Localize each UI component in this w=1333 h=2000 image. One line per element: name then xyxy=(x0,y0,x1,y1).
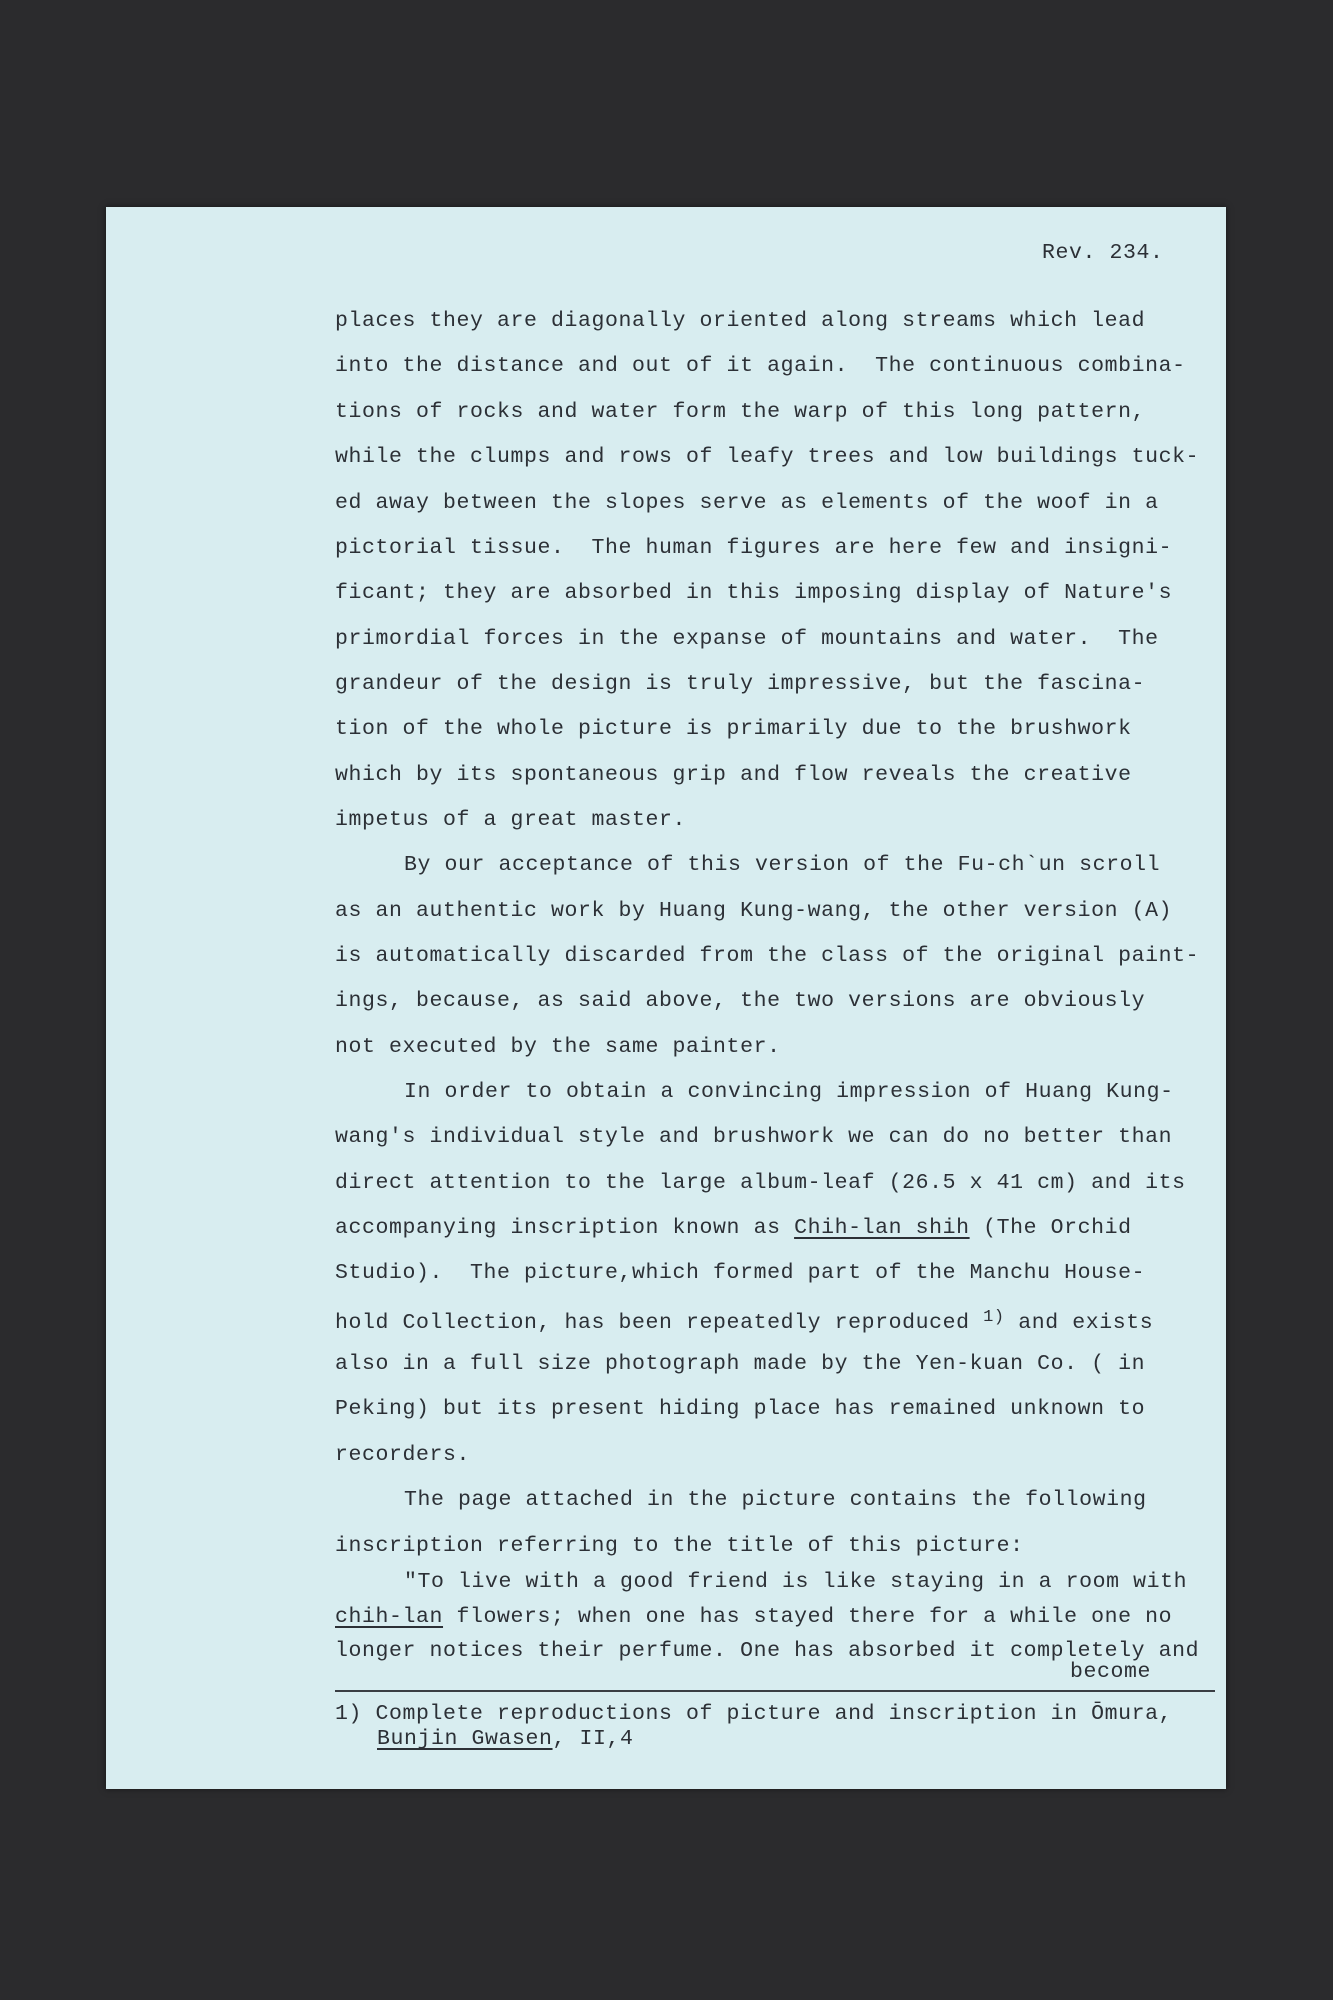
page-number: Rev. 234. xyxy=(1042,241,1164,265)
quote-line: longer notices their perfume. One has absorbed it completely and xyxy=(335,1639,1200,1663)
text-line: hold Collection, has been repeatedly reproduced $^{1)}$ and exists xyxy=(335,1308,1154,1335)
text-line: into the distance and out of it again. The continuous combina- xyxy=(335,354,1186,378)
text-line: accompanying inscription known as Chih-lan shih (The Orchid xyxy=(335,1216,1132,1240)
quote-line: chih-lan flowers; when one has stayed there for a while one no xyxy=(335,1605,1173,1629)
footnote-divider xyxy=(335,1690,1215,1692)
quote-line: "To live with a good friend is like staying in a room with xyxy=(404,1570,1188,1594)
text-line: inscription referring to the title of this picture: xyxy=(335,1534,1024,1558)
footnote-line: 1) Complete reproductions of picture and inscription in Ōmura, xyxy=(335,1702,1173,1726)
text-line: tions of rocks and water form the warp of this long pattern, xyxy=(335,400,1146,424)
footnote-line: Bunjin Gwasen, II,4 xyxy=(377,1727,634,1751)
text-line: recorders. xyxy=(335,1443,471,1467)
text-line: is automatically discarded from the class of the original paint- xyxy=(335,944,1200,968)
footnote-marker: 1) xyxy=(983,1308,1005,1327)
text-line: grandeur of the design is truly impressive, but the fascina- xyxy=(335,672,1146,696)
underlined-term: chih-lan xyxy=(335,1605,444,1629)
text-line: pictorial tissue. The human figures are here few and insigni- xyxy=(335,536,1173,560)
text-line: impetus of a great master. xyxy=(335,808,687,832)
text-line: also in a full size photograph made by the Yen-kuan Co. ( in xyxy=(335,1352,1146,1376)
underlined-title: Chih-lan shih xyxy=(794,1216,970,1240)
text-line: In order to obtain a convincing impression of Huang Kung- xyxy=(404,1080,1174,1104)
text-line: The page attached in the picture contains the following xyxy=(404,1488,1147,1512)
text-line: ficant; they are absorbed in this imposing display of Nature's xyxy=(335,581,1173,605)
text-line: tion of the whole picture is primarily due to the brushwork xyxy=(335,717,1132,741)
text-line: which by its spontaneous grip and flow reveals the creative xyxy=(335,763,1132,787)
text-line: places they are diagonally oriented along streams which lead xyxy=(335,309,1146,333)
text-line: direct attention to the large album-leaf (26.5 x 41 cm) and its xyxy=(335,1171,1186,1195)
text-line: By our acceptance of this version of the Fu-ch`un scroll xyxy=(404,853,1161,877)
text-line: Peking) but its present hiding place has remained unknown to xyxy=(335,1397,1146,1421)
text-line: not executed by the same painter. xyxy=(335,1035,781,1059)
quote-line-continued: become xyxy=(1070,1660,1152,1684)
text-line: while the clumps and rows of leafy trees and low buildings tuck- xyxy=(335,445,1200,469)
text-line: Studio). The picture,which formed part of the Manchu House- xyxy=(335,1261,1146,1285)
text-line: as an authentic work by Huang Kung-wang, the other version (A) xyxy=(335,899,1173,923)
document-page xyxy=(106,207,1226,1789)
text-line: primordial forces in the expanse of mountains and water. The xyxy=(335,627,1159,651)
text-line: ings, because, as said above, the two versions are obviously xyxy=(335,989,1146,1013)
text-line: ed away between the slopes serve as elements of the woof in a xyxy=(335,491,1159,515)
underlined-reference: Bunjin Gwasen xyxy=(377,1727,553,1751)
text-line: wang's individual style and brushwork we can do no better than xyxy=(335,1125,1173,1149)
